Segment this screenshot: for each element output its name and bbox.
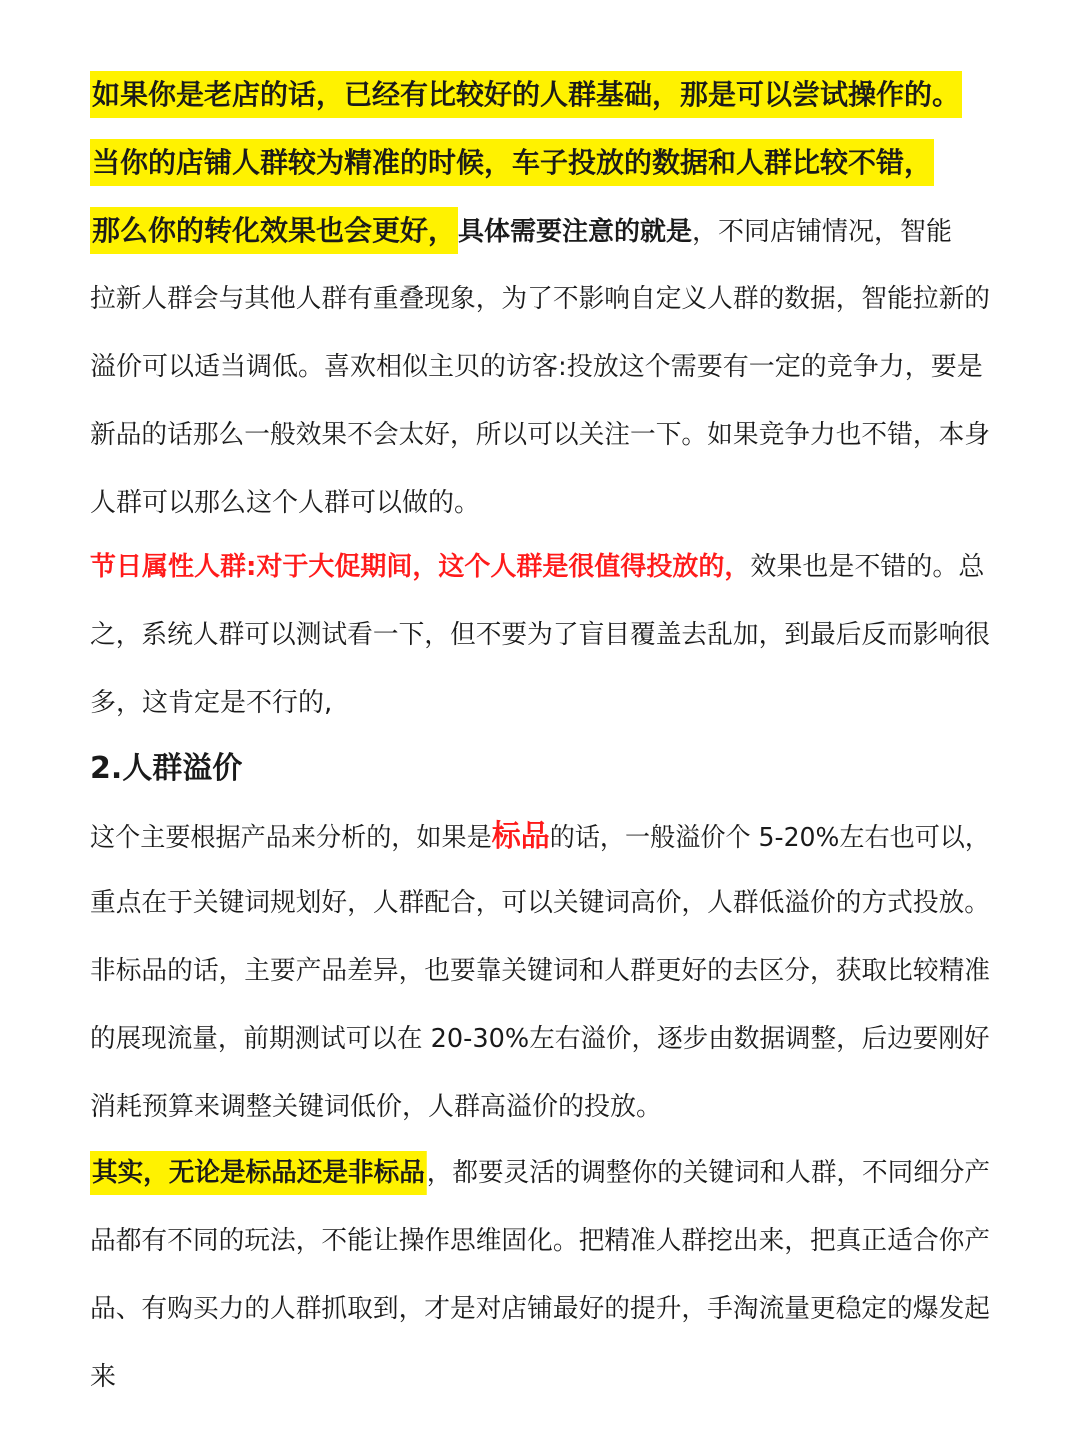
para1-line7: 人群可以那么这个人群可以做的。 <box>90 488 481 518</box>
para3-line5: 消耗预算来调整关键词低价，人群高溢价的投放。 <box>90 1092 663 1122</box>
para1-line6: 新品的话那么一般效果不会太好，所以可以关注一下。如果竞争力也不错，本身 <box>90 420 991 450</box>
para2-line2: 之，系统人群可以测试看一下，但不要为了盲目覆盖去乱加，到最后反而影响很 <box>90 620 991 650</box>
body-text: 这个主要根据产品来分析的，如果是 <box>90 823 492 853</box>
highlight-text: 其实，无论是标品还是非标品 <box>90 1151 427 1195</box>
para3-line4: 的展现流量，前期测试可以在 20-30%左右溢价，逐步由数据调整，后边要刚好 <box>90 1024 990 1054</box>
para4-line1 <box>90 1156 990 1192</box>
body-text: ，都要灵活的调整你的关键词和人群，不同细分产 <box>426 1158 991 1188</box>
para4-line2: 品都有不同的玩法，不能让操作思维固化。把精准人群挖出来，把真正适合你产 <box>90 1226 991 1256</box>
para3-line1 <box>90 820 990 856</box>
highlight-text: 如果你是老店的话，已经有比较好的人群基础，那是可以尝试操作的。 <box>90 71 962 118</box>
red-emphasis-text: 节日属性人群:对于大促期间，这个人群是很值得投放的， <box>90 552 751 582</box>
body-text: 的话，一般溢价个 5-20%左右也可以， <box>549 823 991 853</box>
para1-line4: 拉新人群会与其他人群有重叠现象，为了不影响自定义人群的数据，智能拉新的 <box>90 284 991 314</box>
para2-line1 <box>90 550 984 586</box>
para3-line3: 非标品的话，主要产品差异，也要靠关键词和人群更好的去区分，获取比较精准 <box>90 956 991 986</box>
para1-line1 <box>90 78 962 114</box>
body-text: ，不同店铺情况，智能 <box>692 217 953 247</box>
para4-line4: 来 <box>90 1362 117 1392</box>
red-emphasis-text: 标品 <box>491 819 550 854</box>
para1-line2 <box>90 146 934 182</box>
para3-line2: 重点在于关键词规划好，人群配合，可以关键词高价，人群低溢价的方式投放。 <box>90 888 991 918</box>
section-heading: 2.人群溢价 <box>90 751 243 786</box>
para1-line5: 溢价可以适当调低。喜欢相似主贝的访客:投放这个需要有一定的竞争力，要是 <box>90 352 983 382</box>
para4-line3: 品、有购买力的人群抓取到，才是对店铺最好的提升，手淘流量更稳定的爆发起 <box>90 1294 991 1324</box>
para1-line3 <box>90 214 952 250</box>
highlight-text: 那么你的转化效果也会更好， <box>90 207 458 254</box>
para2-line3: 多，这肯定是不行的, <box>90 688 333 718</box>
body-text: 效果也是不错的。总 <box>750 552 985 582</box>
highlight-text: 当你的店铺人群较为精准的时候，车子投放的数据和人群比较不错， <box>90 139 934 186</box>
bold-text: 具体需要注意的就是 <box>458 217 693 247</box>
